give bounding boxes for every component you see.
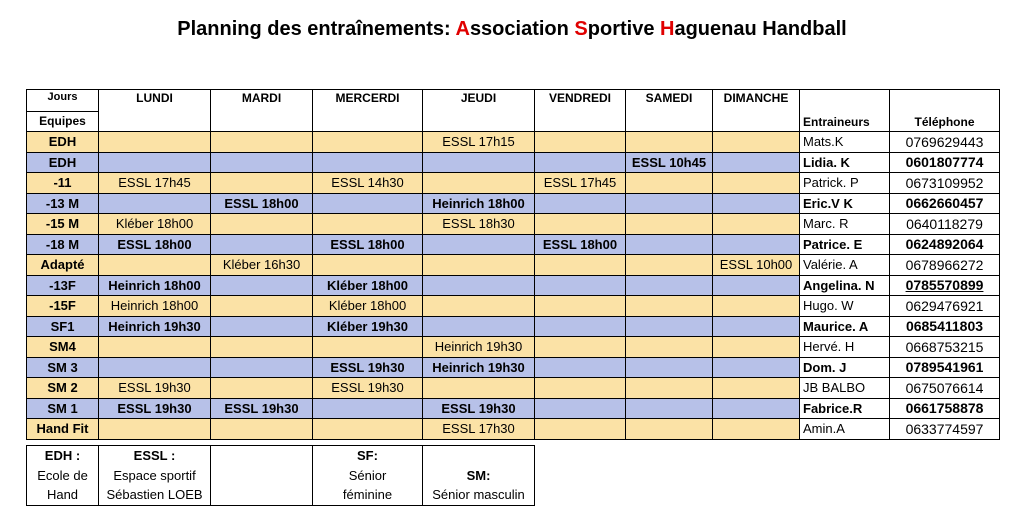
- schedule-cell: ESSL 18h00: [211, 193, 313, 214]
- schedule-cell: [535, 398, 626, 419]
- day-header-lundi: LUNDI: [99, 90, 211, 132]
- schedule-cell: [211, 234, 313, 255]
- table-row: [27, 193, 1000, 214]
- schedule-cell: [313, 337, 423, 358]
- schedule-cell: [423, 234, 535, 255]
- schedule-cell: [313, 193, 423, 214]
- table-row: [27, 255, 1000, 276]
- schedule-cell: [713, 193, 800, 214]
- schedule-cell: [626, 193, 713, 214]
- coach-cell: Maurice. A: [800, 316, 890, 337]
- schedule-cell: [211, 316, 313, 337]
- table-row: [27, 234, 1000, 255]
- legend-edh-line2: Hand: [46, 487, 79, 503]
- schedule-cell: [535, 193, 626, 214]
- phone-cell: 0673109952: [890, 173, 1000, 194]
- schedule-table: [26, 89, 1000, 440]
- team-cell: -15F: [27, 296, 99, 317]
- schedule-cell: [713, 132, 800, 153]
- schedule-cell: [535, 419, 626, 440]
- coach-cell: Mats.K: [800, 132, 890, 153]
- schedule-cell: [99, 193, 211, 214]
- schedule-cell: [313, 214, 423, 235]
- schedule-cell: ESSL 18h00: [535, 234, 626, 255]
- legend-essl: [99, 446, 211, 506]
- schedule-cell: [626, 214, 713, 235]
- schedule-cell: ESSL 19h30: [99, 398, 211, 419]
- schedule-cell: [211, 357, 313, 378]
- schedule-cell: [313, 132, 423, 153]
- team-cell: SM4: [27, 337, 99, 358]
- schedule-cell: Kléber 18h00: [99, 214, 211, 235]
- team-cell: -11: [27, 173, 99, 194]
- schedule-cell: ESSL 18h30: [423, 214, 535, 235]
- phone-cell: 0675076614: [890, 378, 1000, 399]
- schedule-cell: Heinrich 18h00: [99, 275, 211, 296]
- coach-cell: Patrice. E: [800, 234, 890, 255]
- team-cell: EDH: [27, 132, 99, 153]
- day-header-vendredi: VENDREDI: [535, 90, 626, 132]
- day-header-jeudi: JEUDI: [423, 90, 535, 132]
- schedule-cell: [313, 255, 423, 276]
- table-row: [27, 152, 1000, 173]
- coach-cell: Amin.A: [800, 419, 890, 440]
- team-cell: SM 3: [27, 357, 99, 378]
- schedule-cell: [423, 296, 535, 317]
- team-cell: SF1: [27, 316, 99, 337]
- phone-cell: 0685411803: [890, 316, 1000, 337]
- table-row: [27, 378, 1000, 399]
- schedule-cell: [211, 378, 313, 399]
- phone-cell: 0601807774: [890, 152, 1000, 173]
- schedule-cell: [626, 234, 713, 255]
- coach-cell: Hervé. H: [800, 337, 890, 358]
- schedule-cell: ESSL 17h45: [99, 173, 211, 194]
- legend-edh-abbr: EDH :: [44, 448, 81, 464]
- phone-cell: 0640118279: [890, 214, 1000, 235]
- schedule-cell: [713, 357, 800, 378]
- schedule-cell: [535, 337, 626, 358]
- coach-cell: Valérie. A: [800, 255, 890, 276]
- team-cell: SM 1: [27, 398, 99, 419]
- schedule-cell: [423, 275, 535, 296]
- coach-cell: Fabrice.R: [800, 398, 890, 419]
- schedule-cell: [626, 173, 713, 194]
- schedule-cell: [99, 132, 211, 153]
- phone-link[interactable]: 0785570899: [905, 277, 984, 294]
- legend-sm-line1: Sénior masculin: [432, 487, 525, 503]
- day-header-mercredi: MERCERDI: [313, 90, 423, 132]
- legend-edh: [27, 446, 99, 506]
- legend-essl-abbr: ESSL :: [133, 448, 176, 464]
- schedule-cell: [626, 378, 713, 399]
- schedule-cell: [713, 214, 800, 235]
- schedule-cell: ESSL 14h30: [313, 173, 423, 194]
- schedule-cell: ESSL 19h30: [313, 357, 423, 378]
- phone-cell: 0789541961: [890, 357, 1000, 378]
- page-title: Planning des entraînements: Association Sportive Haguenau Handball: [177, 18, 847, 40]
- schedule-cell: [713, 398, 800, 419]
- table-row: [27, 132, 1000, 153]
- schedule-cell: [713, 296, 800, 317]
- header-row-days: [27, 90, 1000, 112]
- table-row: [27, 316, 1000, 337]
- schedule-cell: [626, 132, 713, 153]
- schedule-cell: [626, 398, 713, 419]
- legend-empty: [211, 446, 313, 506]
- schedule-cell: [423, 316, 535, 337]
- schedule-cell: [423, 255, 535, 276]
- schedule-cell: ESSL 17h30: [423, 419, 535, 440]
- legend-essl-line2: Sébastien LOEB: [106, 487, 203, 503]
- team-cell: Hand Fit: [27, 419, 99, 440]
- schedule-cell: [626, 296, 713, 317]
- schedule-cell: Heinrich 19h30: [423, 357, 535, 378]
- schedule-cell: [626, 337, 713, 358]
- phone-cell: 0629476921: [890, 296, 1000, 317]
- team-cell: -15 M: [27, 214, 99, 235]
- schedule-cell: [535, 378, 626, 399]
- schedule-cell: [713, 152, 800, 173]
- schedule-cell: [313, 398, 423, 419]
- schedule-cell: [535, 214, 626, 235]
- schedule-cell: [211, 214, 313, 235]
- schedule-cell: [99, 337, 211, 358]
- schedule-cell: [535, 152, 626, 173]
- schedule-cell: ESSL 19h30: [423, 398, 535, 419]
- legend-sm: [423, 446, 535, 506]
- schedule-cell: Kléber 16h30: [211, 255, 313, 276]
- schedule-cell: Kléber 19h30: [313, 316, 423, 337]
- schedule-cell: [535, 357, 626, 378]
- equipes-header: Equipes: [27, 111, 99, 132]
- schedule-cell: [313, 152, 423, 173]
- schedule-cell: [626, 255, 713, 276]
- schedule-cell: [713, 316, 800, 337]
- jours-header: Jours: [27, 90, 99, 112]
- team-cell: Adapté: [27, 255, 99, 276]
- schedule-cell: [713, 337, 800, 358]
- schedule-cell: [713, 234, 800, 255]
- schedule-cell: [713, 419, 800, 440]
- schedule-cell: [211, 132, 313, 153]
- phone-cell: 0668753215: [890, 337, 1000, 358]
- phone-cell: 0662660457: [890, 193, 1000, 214]
- phone-cell: 0633774597: [890, 419, 1000, 440]
- schedule-cell: ESSL 19h30: [313, 378, 423, 399]
- schedule-cell: ESSL 10h00: [713, 255, 800, 276]
- schedule-cell: ESSL 17h15: [423, 132, 535, 153]
- telephone-header: Téléphone: [890, 90, 1000, 132]
- coach-cell: Eric.V K: [800, 193, 890, 214]
- legend-sm-abbr: SM:: [466, 467, 491, 483]
- schedule-cell: [535, 296, 626, 317]
- coach-cell: Dom. J: [800, 357, 890, 378]
- schedule-cell: Kléber 18h00: [313, 275, 423, 296]
- phone-cell: 0678966272: [890, 255, 1000, 276]
- coach-cell: Hugo. W: [800, 296, 890, 317]
- table-row: [27, 214, 1000, 235]
- schedule-cell: [423, 378, 535, 399]
- table-row: [27, 398, 1000, 419]
- schedule-cell: [535, 316, 626, 337]
- legend-sf-line1: Sénior: [348, 467, 387, 483]
- phone-cell: 0661758878: [890, 398, 1000, 419]
- schedule-cell: [713, 173, 800, 194]
- schedule-cell: [99, 255, 211, 276]
- schedule-cell: ESSL 19h30: [211, 398, 313, 419]
- legend-sf-abbr: SF:: [357, 448, 378, 464]
- table-row: [27, 275, 1000, 296]
- table-row: [27, 337, 1000, 358]
- day-header-samedi: SAMEDI: [626, 90, 713, 132]
- entraineurs-header: Entraineurs: [800, 90, 890, 132]
- schedule-cell: ESSL 17h45: [535, 173, 626, 194]
- schedule-cell: Kléber 18h00: [313, 296, 423, 317]
- table-row: [27, 296, 1000, 317]
- schedule-cell: ESSL 19h30: [99, 378, 211, 399]
- phone-cell: 0769629443: [890, 132, 1000, 153]
- schedule-cell: [99, 419, 211, 440]
- schedule-cell: [313, 419, 423, 440]
- schedule-cell: [99, 152, 211, 173]
- phone-cell: 0624892064: [890, 234, 1000, 255]
- legend-table: [26, 445, 535, 506]
- schedule-cell: [535, 132, 626, 153]
- legend-sf: [313, 446, 423, 506]
- schedule-cell: [423, 152, 535, 173]
- schedule-cell: [211, 152, 313, 173]
- coach-cell: Marc. R: [800, 214, 890, 235]
- schedule-cell: [99, 357, 211, 378]
- schedule-cell: [211, 419, 313, 440]
- schedule-cell: [211, 173, 313, 194]
- team-cell: EDH: [27, 152, 99, 173]
- schedule-cell: [626, 316, 713, 337]
- schedule-cell: [535, 275, 626, 296]
- phone-cell: [890, 275, 1000, 296]
- schedule-cell: ESSL 18h00: [313, 234, 423, 255]
- team-cell: -13F: [27, 275, 99, 296]
- legend-sf-line2: féminine: [342, 487, 393, 503]
- schedule-cell: [535, 255, 626, 276]
- schedule-cell: Heinrich 19h30: [99, 316, 211, 337]
- schedule-cell: [211, 337, 313, 358]
- schedule-cell: Heinrich 19h30: [423, 337, 535, 358]
- coach-cell: Angelina. N: [800, 275, 890, 296]
- schedule-cell: [626, 357, 713, 378]
- day-header-dimanche: DIMANCHE: [713, 90, 800, 132]
- schedule-cell: Heinrich 18h00: [99, 296, 211, 317]
- day-header-mardi: MARDI: [211, 90, 313, 132]
- team-cell: SM 2: [27, 378, 99, 399]
- schedule-cell: [626, 419, 713, 440]
- legend-essl-line1: Espace sportif: [113, 467, 196, 483]
- schedule-cell: [211, 275, 313, 296]
- schedule-cell: ESSL 10h45: [626, 152, 713, 173]
- table-row: [27, 419, 1000, 440]
- schedule-cell: [423, 173, 535, 194]
- table-row: [27, 173, 1000, 194]
- table-row: [27, 357, 1000, 378]
- schedule-cell: ESSL 18h00: [99, 234, 211, 255]
- schedule-cell: Heinrich 18h00: [423, 193, 535, 214]
- schedule-cell: [211, 296, 313, 317]
- coach-cell: Patrick. P: [800, 173, 890, 194]
- coach-cell: JB BALBO: [800, 378, 890, 399]
- team-cell: -18 M: [27, 234, 99, 255]
- schedule-cell: [713, 275, 800, 296]
- schedule-cell: [626, 275, 713, 296]
- coach-cell: Lidia. K: [800, 152, 890, 173]
- schedule-cell: [713, 378, 800, 399]
- legend-edh-line1: Ecole de: [37, 467, 88, 483]
- team-cell: -13 M: [27, 193, 99, 214]
